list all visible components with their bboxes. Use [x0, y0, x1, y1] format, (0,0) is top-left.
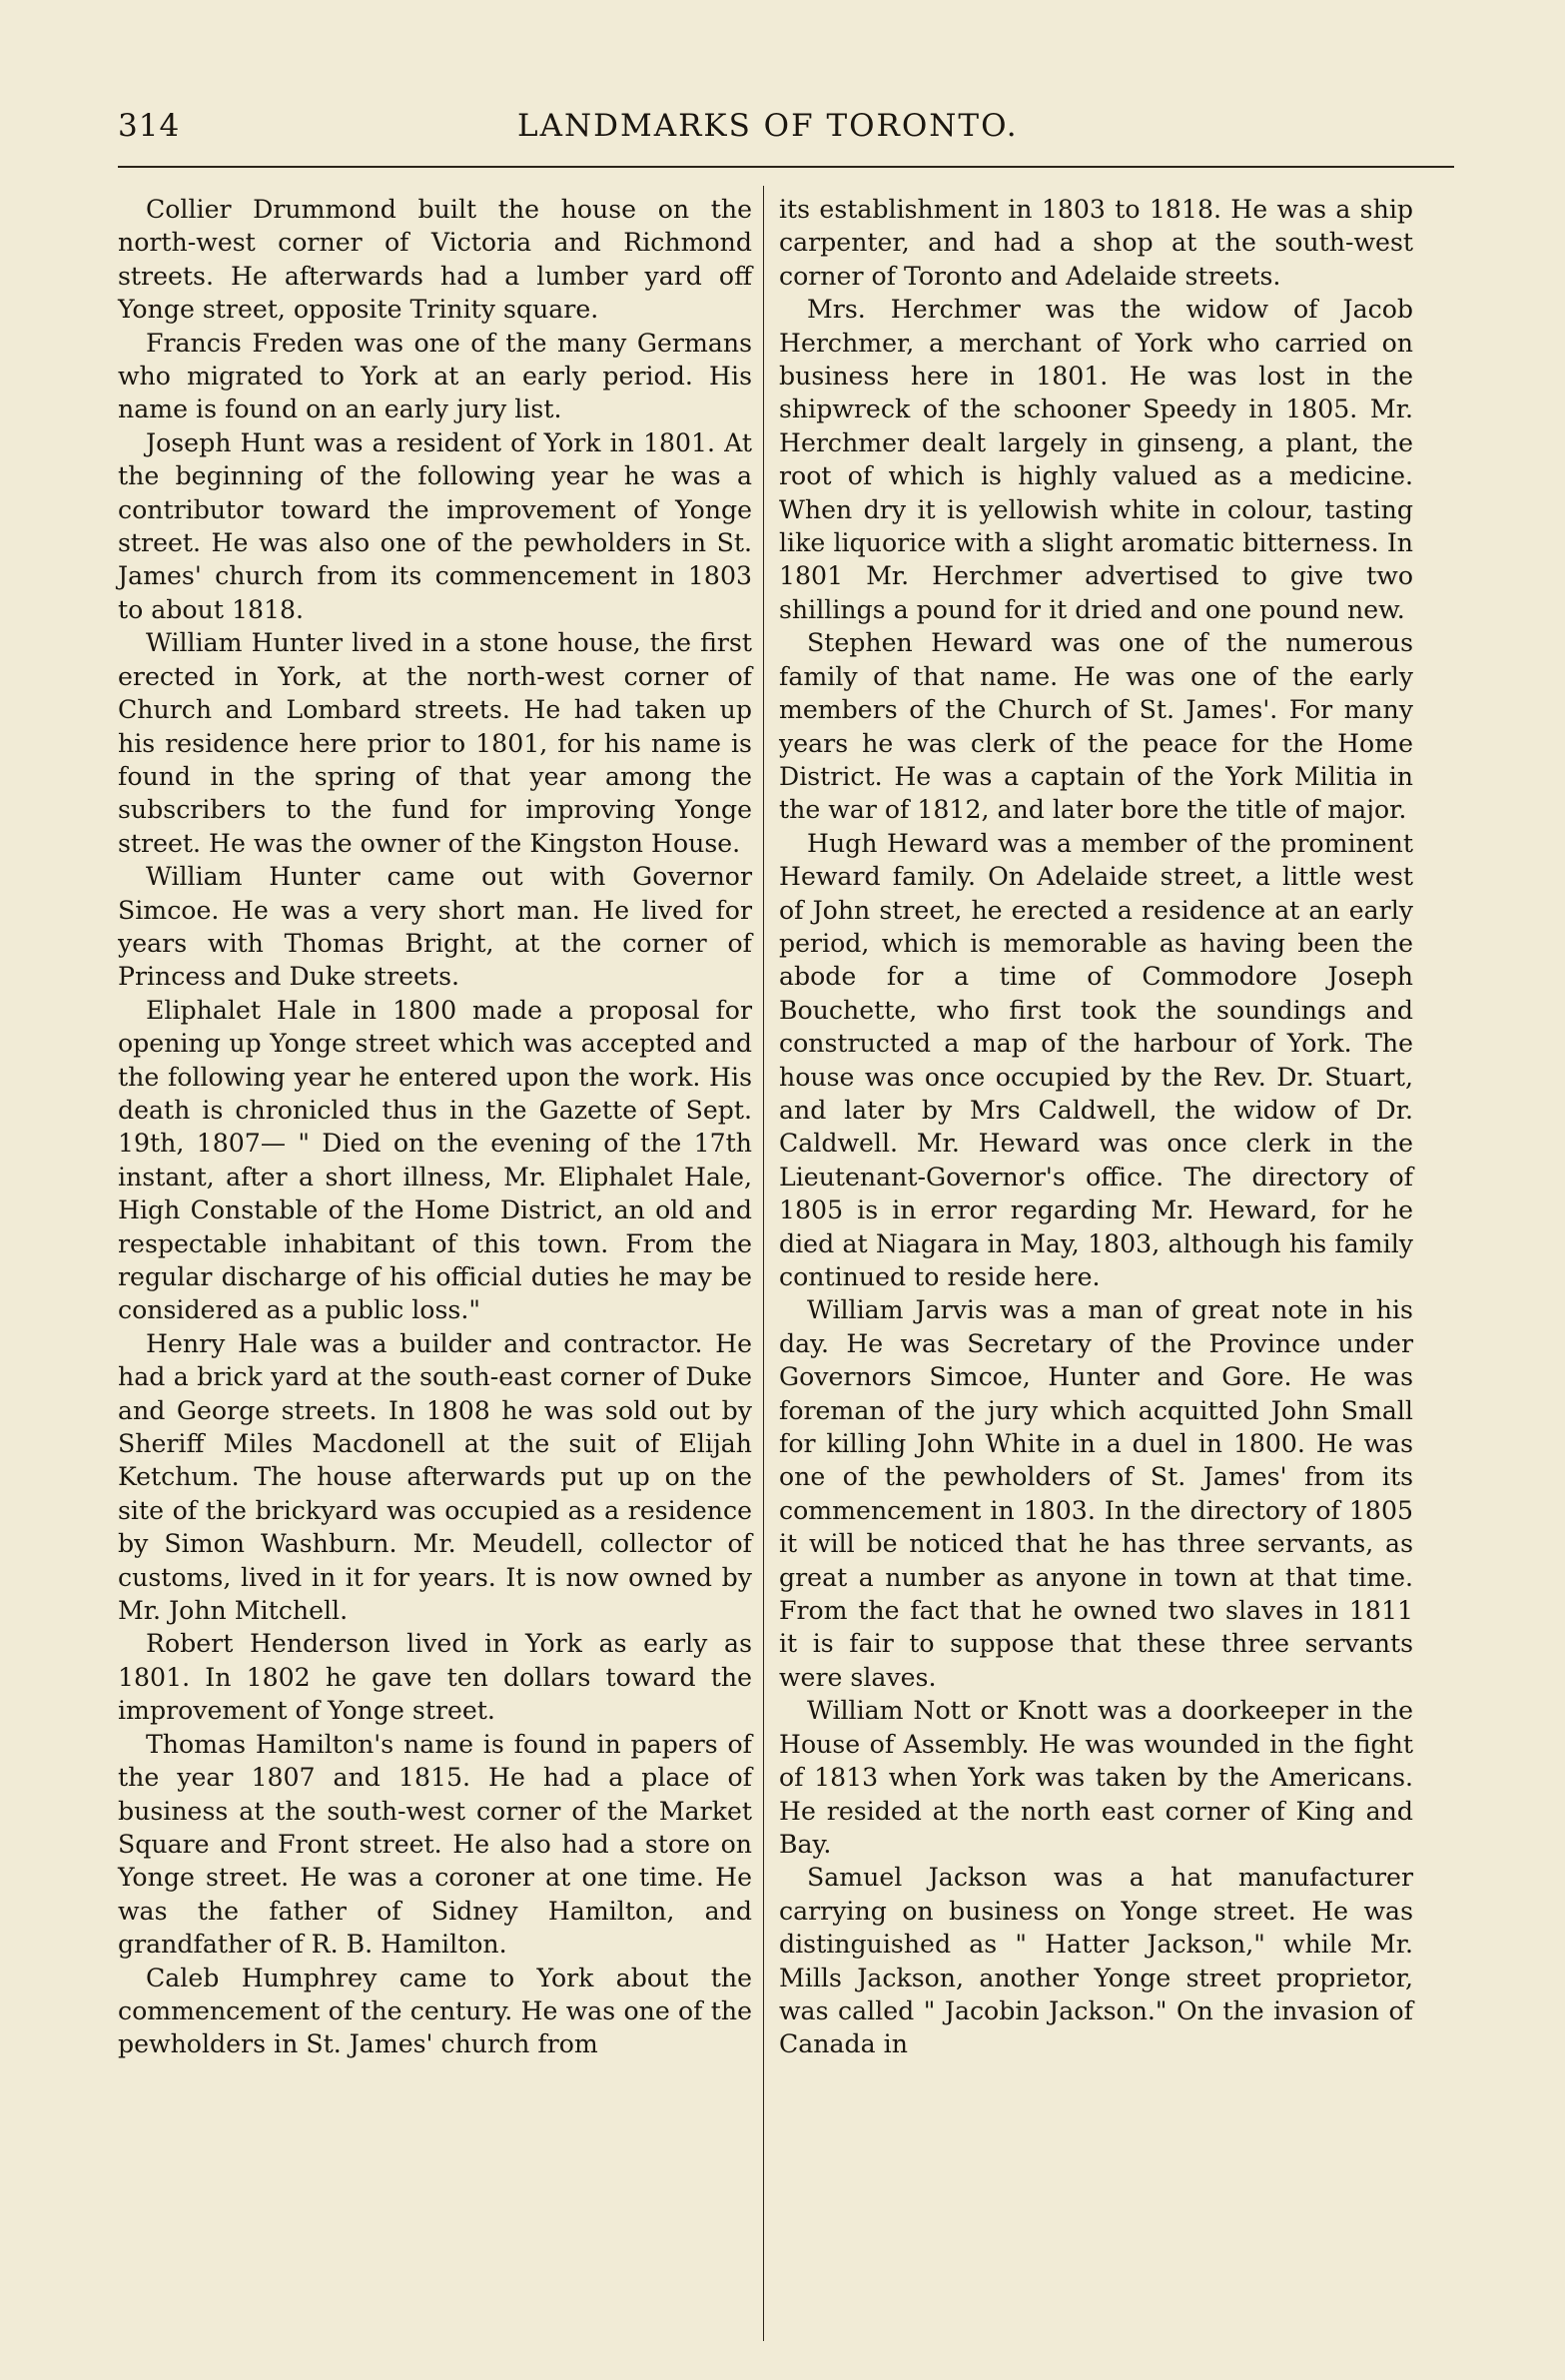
paragraph-hugh-heward: Hugh Heward was a member of the prominent Heward family. On Adelaide street, a little west of John street, he erected a residence at an early period, which is memorable as having been the abode for a time of Commodore Joseph Bouchette, who first took the soundings and constructed a map of the harbour of York. The house was once occupied by the Rev. Dr. Stuart, and later by Mrs Caldwell, the widow of Dr. Caldwell. Mr. Heward was once clerk in the Lieutenant-Governor's office. The directory of 1805 is in error regarding Mr. Heward, for he died at Niagara in May, 1803, although his family continued to reside here.: [779, 828, 1413, 1291]
paragraph-samuel-jackson: Samuel Jackson was a hat manufacturer carrying on business on Yonge street. He was distinguished as " Hatter Jackson," while Mr. Mills Jackson, another Yonge street proprietor, was called " Jacobin Jackson." On the invasion of Canada in: [779, 1863, 1413, 2059]
paragraph-joseph-hunt: Joseph Hunt was a resident of York in 1801. At the beginning of the following year he was a contributor toward the improvement of Yonge street. He was also one of the pewholders in St. James' church from its commencement in 1803 to about 1818.: [118, 427, 752, 624]
paragraph-mrs-herchmer: Mrs. Herchmer was the widow of Jacob Herchmer, a merchant of York who carried on business here in 1801. He was lost in the shipwreck of the schooner Speedy in 1805. Mr. Herchmer dealt largely in ginseng, a plant, the root of which is highly valued as a medicine. When dry it is yellowish white in colour, tasting like liquorice with a slight aromatic bitterness. In 1801 Mr. Herchmer advertised to give two shillings a pound for it dried and one pound new.: [779, 295, 1413, 624]
paragraph-francis-freden: Francis Freden was one of the many Germans who migrated to York at an early period. His name is found on an early jury list.: [118, 328, 752, 424]
right-column: [779, 193, 1413, 2061]
paragraph-robert-henderson: Robert Henderson lived in York as early as 1801. In 1802 he gave ten dollars toward the improvement of Yonge street.: [118, 1629, 752, 1726]
paragraph-thomas-hamilton: Thomas Hamilton's name is found in papers of the year 1807 and 1815. He had a place of business at the south-west corner of the Market Square and Front street. He also had a store on Yonge street. He was a coroner at one time. He was the father of Sidney Hamilton, and grandfather of R. B. Hamilton.: [118, 1729, 752, 1960]
paragraph-collier-drummond: Collier Drummond built the house on the north-west corner of Victoria and Richmond streets. He afterwards had a lumber yard off Yonge street, opposite Trinity square.: [118, 195, 752, 325]
paragraph-william-hunter-house: William Hunter lived in a stone house, the first erected in York, at the north-west corner of Church and Lombard streets. He had taken up his residence here prior to 1801, for his name is found in the spring of that year among the subscribers to the fund for improving Yonge street. He was the owner of the Kingston House.: [118, 628, 752, 858]
paragraph-william-hunter-simcoe: William Hunter came out with Governor Simcoe. He was a very short man. He lived for years with Thomas Bright, at the corner of Princess and Duke streets.: [118, 862, 752, 992]
page-number: 314: [118, 108, 181, 144]
paragraph-william-nott: William Nott or Knott was a doorkeeper in the House of Assembly. He was wounded in the fight of 1813 when York was taken by the Americans. He resided at the north east corner of King and Bay.: [779, 1696, 1413, 1859]
paragraph-william-jarvis: William Jarvis was a man of great note in his day. He was Secretary of the Province under Governors Simcoe, Hunter and Gore. He was foreman of the jury which acquitted John Small for killing John White in a duel in 1800. He was one of the pewholders of St. James' from its commencement in 1803. In the directory of 1805 it will be noticed that he has three servants, as great a number as anyone in town at that time. From the fact that he owned two slaves in 1811 it is fair to suppose that these three servants were slaves.: [779, 1295, 1413, 1692]
paragraph-henry-hale: Henry Hale was a builder and contractor. He had a brick yard at the south-east corner of Duke and George streets. In 1808 he was sold out by Sheriff Miles Macdonell at the suit of Elijah Ketchum. The house afterwards put up on the site of the brickyard was occupied as a residence by Simon Washburn. Mr. Meudell, collector of customs, lived in it for years. It is now owned by Mr. John Mitchell.: [118, 1328, 752, 1626]
page-header: [118, 108, 1456, 160]
paragraph-eliphalet-hale: Eliphalet Hale in 1800 made a proposal for opening up Yonge street which was accepted and the following year he entered upon the work. His death is chronicled thus in the Gazette of Sept. 19th, 1807— " Died on the evening of the 17th instant, after a short illness, Mr. Eliphalet Hale, High Constable of the Home District, an old and respectable inhabitant of this town. From the regular discharge of his official duties he may be considered as a public loss.": [118, 995, 752, 1325]
running-title: LANDMARKS OF TORONTO.: [517, 108, 1019, 144]
left-column: [118, 193, 752, 2061]
column-divider: [763, 186, 764, 2341]
header-rule: [118, 166, 1454, 168]
paragraph-stephen-heward: Stephen Heward was one of the numerous family of that name. He was one of the early members of the Church of St. James'. For many years he was clerk of the peace for the Home District. He was a captain of the York Militia in the war of 1812, and later bore the title of major.: [779, 628, 1413, 825]
paragraph-caleb-humphrey-continued: its establishment in 1803 to 1818. He was a ship carpenter, and had a shop at the south-west corner of Toronto and Adelaide streets.: [779, 195, 1413, 291]
paragraph-caleb-humphrey: Caleb Humphrey came to York about the commencement of the century. He was one of the pewholders in St. James' church from: [118, 1963, 752, 2059]
